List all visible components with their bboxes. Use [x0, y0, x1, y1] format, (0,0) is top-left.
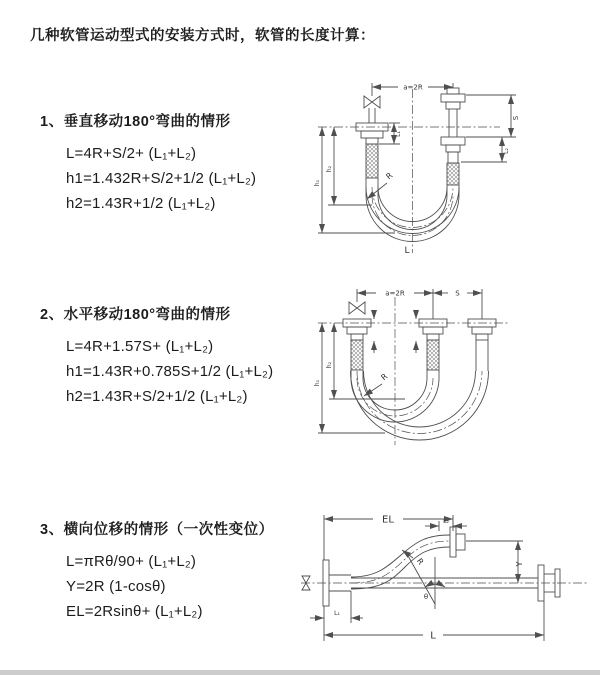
hose-position-2	[351, 340, 489, 440]
formula-l: L=4R+1.57S+ (L₁+L₂)	[66, 338, 214, 355]
flange-right-upper	[441, 88, 465, 137]
formula-h1: h1=1.43R+0.785S+1/2 (L₁+L₂)	[66, 363, 274, 380]
diagram-lateral-displacement	[293, 503, 600, 653]
formula-l: L=4R+S/2+ (L₁+L₂)	[66, 145, 197, 162]
dimension-l1	[310, 591, 363, 623]
label-l: L	[404, 246, 410, 256]
formula-h2: h2=1.43R+S/2+1/2 (L₁+L₂)	[66, 388, 248, 405]
braid-section-left	[366, 144, 378, 178]
label-a2r: a=2R	[385, 289, 405, 298]
flange-right-displaced	[450, 527, 465, 557]
section-lateral-displacement	[40, 518, 330, 624]
label-r: R	[384, 170, 395, 182]
angle-construction	[407, 554, 445, 609]
label-el: EL	[382, 514, 394, 526]
dimension-el	[324, 515, 453, 561]
label-h2: h₂	[326, 165, 333, 173]
label-l1: L₁	[334, 610, 340, 617]
label-l2: L₂	[443, 518, 449, 525]
flange-right-lower	[441, 137, 465, 163]
formula-h2: h2=1.43R+1/2 (L₁+L₂)	[66, 195, 216, 212]
label-r: R	[379, 371, 390, 383]
braid-section-middle	[427, 340, 439, 370]
formula-h1: h1=1.432R+S/2+1/2 (L₁+L₂)	[66, 170, 257, 187]
section-2-heading: 2、水平移动180°弯曲的情形	[40, 307, 231, 323]
flange-left	[343, 319, 371, 340]
dimension-span	[357, 289, 482, 319]
flange-middle	[419, 319, 447, 340]
label-a2r: a=2R	[403, 83, 423, 92]
braid-section-left	[351, 340, 363, 370]
label-l1: L₁	[395, 131, 402, 137]
dimension-l1	[379, 123, 402, 144]
flange-right	[468, 319, 496, 340]
dimension-l2	[425, 518, 467, 531]
section-horizontal-movement	[40, 303, 330, 409]
label-r: R	[414, 556, 426, 567]
radius-leader	[402, 550, 426, 567]
flange-left	[356, 123, 388, 144]
label-theta: θ	[423, 593, 429, 601]
label-h1: h₁	[314, 379, 321, 387]
label-y: Y	[515, 561, 524, 567]
formula-y: Y=2R (1-cosθ)	[66, 578, 166, 595]
dimension-y	[466, 541, 524, 583]
section-vertical-movement	[40, 110, 330, 216]
dimension-s	[466, 95, 520, 137]
label-h2: h₂	[326, 361, 333, 369]
label-s: S	[455, 289, 460, 298]
page-title: 几种软管运动型式的安装方式时，软管的长度计算：	[30, 28, 375, 44]
dimension-h1	[314, 127, 395, 233]
section-3-heading: 3、横向位移的情形（一次性变位）	[40, 522, 274, 538]
centerlines	[318, 89, 500, 253]
diagram-vertical-180	[310, 75, 600, 260]
label-h1: h₁	[314, 179, 321, 187]
formula-l: L=πRθ/90+ (L₁+L₂)	[66, 553, 197, 570]
dimension-s	[433, 290, 482, 298]
dimension-l	[324, 601, 544, 642]
valve-icon	[364, 96, 380, 123]
page-edge-shadow	[0, 670, 600, 675]
label-l: L	[430, 630, 436, 642]
label-s: S	[512, 115, 520, 121]
dimension-l2	[461, 137, 510, 162]
valve-icon	[349, 302, 365, 314]
braid-section-right	[447, 163, 459, 185]
diagram-horizontal-180	[310, 283, 600, 465]
formula-el: EL=2Rsinθ+ (L₁+L₂)	[66, 603, 203, 620]
dimension-h2	[326, 127, 372, 205]
section-1-heading: 1、垂直移动180°弯曲的情形	[40, 114, 231, 130]
label-l2: L₂	[503, 148, 510, 154]
